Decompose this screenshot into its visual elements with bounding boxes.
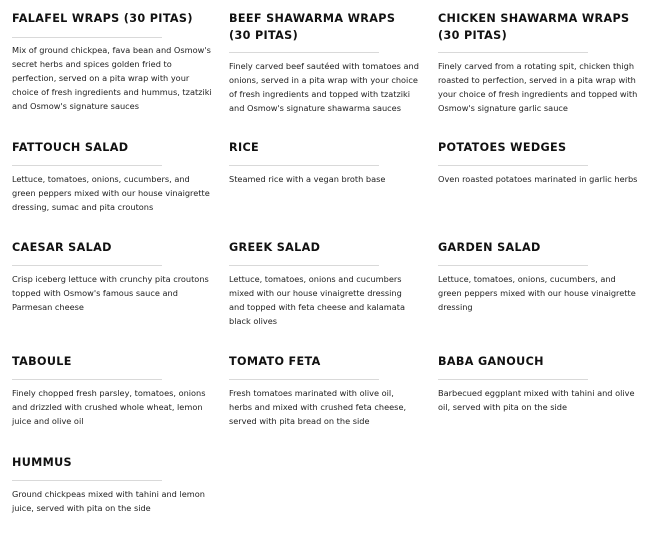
divider <box>438 165 588 166</box>
divider <box>229 52 379 53</box>
divider <box>12 165 162 166</box>
menu-item-fattouch-salad <box>12 139 212 214</box>
menu-item-caesar-salad <box>12 239 212 314</box>
menu-item-beef-shawarma-wraps <box>229 10 419 115</box>
divider <box>229 265 379 266</box>
menu-item-description: Finely carved from a rotating spit, chicken thigh roasted to perfection, served in a pita wrap with your choice of fresh ingredients and topped with Osmow's signature garlic sauce <box>438 61 638 113</box>
menu-item-tomato-feta <box>229 353 419 428</box>
menu-item-chicken-shawarma-wraps <box>438 10 638 115</box>
menu-item-title: TOMATO FETA <box>229 355 321 368</box>
divider <box>12 480 162 481</box>
menu-item-rice <box>229 139 419 186</box>
menu-item-garden-salad <box>438 239 638 314</box>
menu-item-title: GREEK SALAD <box>229 241 321 254</box>
menu-item-description: Crisp iceberg lettuce with crunchy pita croutons topped with Osmow's famous sauce and Parmesan cheese <box>12 274 209 312</box>
menu-item-description: Barbecued eggplant mixed with tahini and olive oil, served with pita on the side <box>438 388 635 412</box>
menu-item-title: HUMMUS <box>12 456 72 469</box>
menu-item-title: FALAFEL WRAPS (30 PITAS) <box>12 12 193 25</box>
divider <box>438 52 588 53</box>
menu-item-title: BABA GANOUCH <box>438 355 544 368</box>
menu-item-hummus <box>12 454 212 515</box>
menu-item-description: Lettuce, tomatoes, onions, cucumbers, and green peppers mixed with our house vinaigrette dressing, sumac and pita croutons <box>12 174 210 212</box>
menu-item-title: GARDEN SALAD <box>438 241 541 254</box>
menu-item-description: Lettuce, tomatoes, onions and cucumbers mixed with our house vinaigrette dressing and topped with feta cheese and kalamata black olives <box>229 274 405 326</box>
menu-item-title: BEEF SHAWARMA WRAPS (30 PITAS) <box>229 12 396 42</box>
menu-item-title: POTATOES WEDGES <box>438 141 567 154</box>
menu-item-description: Mix of ground chickpea, fava bean and Osmow's secret herbs and spices golden fried to perfection, served on a pita wrap with your choice of fresh ingredients and hummus, tzatziki and Osmow's signature sauces <box>12 45 212 111</box>
divider <box>438 379 588 380</box>
menu-item-description: Finely chopped fresh parsley, tomatoes, onions and drizzled with crushed whole wheat, lemon juice and olive oil <box>12 388 206 426</box>
divider <box>438 265 588 266</box>
menu-item-potatoes-wedges <box>438 139 638 186</box>
divider <box>229 165 379 166</box>
divider <box>12 265 162 266</box>
divider <box>229 379 379 380</box>
menu-item-taboule <box>12 353 212 428</box>
menu-item-title: FATTOUCH SALAD <box>12 141 129 154</box>
divider <box>12 379 162 380</box>
menu-item-description: Ground chickpeas mixed with tahini and lemon juice, served with pita on the side <box>12 489 205 513</box>
divider <box>12 37 162 38</box>
menu-item-description: Finely carved beef sautéed with tomatoes and onions, served in a pita wrap with your choice of fresh ingredients and topped with tzatziki and Osmow's signature shawarma sauces <box>229 61 419 113</box>
menu-item-title: RICE <box>229 141 260 154</box>
menu-item-falafel-wraps <box>12 10 212 113</box>
menu-item-baba-ganouch <box>438 353 638 414</box>
menu-item-description: Oven roasted potatoes marinated in garlic herbs <box>438 174 638 184</box>
menu-item-description: Fresh tomatoes marinated with olive oil, herbs and mixed with crushed feta cheese, served with pita bread on the side <box>229 388 407 426</box>
menu-item-title: CAESAR SALAD <box>12 241 112 254</box>
menu-item-title: TABOULE <box>12 355 72 368</box>
menu-item-description: Steamed rice with a vegan broth base <box>229 174 386 184</box>
menu-item-title: CHICKEN SHAWARMA WRAPS (30 PITAS) <box>438 12 630 42</box>
menu-item-greek-salad <box>229 239 419 328</box>
menu-item-description: Lettuce, tomatoes, onions, cucumbers, and green peppers mixed with our house vinaigrette dressing <box>438 274 636 312</box>
